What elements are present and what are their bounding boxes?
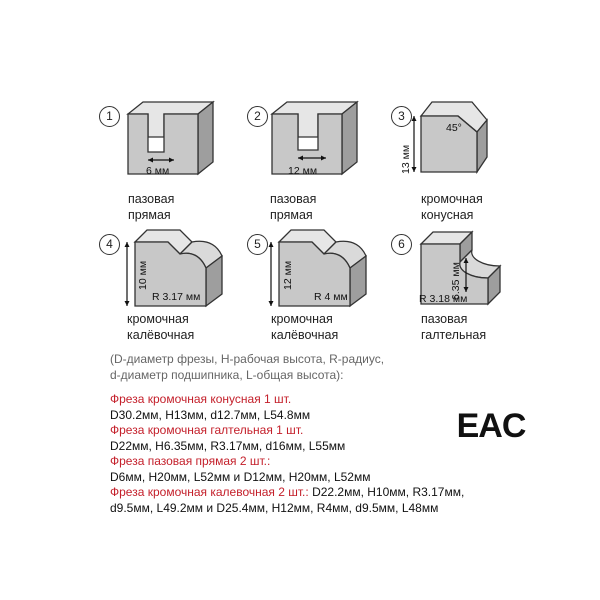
profile-caption-4 <box>127 311 194 343</box>
chamfer-profile-drawing <box>392 102 522 187</box>
slot-profile-2-drawing <box>248 102 378 187</box>
profile-number-2: 2 <box>247 106 268 127</box>
caption-line: галтельная <box>421 328 487 342</box>
note-line: (D-диаметр фрезы, H-рабочая высота, R-радиус, <box>110 352 385 366</box>
eac-certification-logo <box>456 407 526 446</box>
spec-title-slot: Фреза пазовая прямая 2 шт.: <box>110 454 271 468</box>
spec-title-cove: Фреза кромочная галтельная 1 шт. <box>110 423 304 437</box>
spec-title-chamfer: Фреза кромочная конусная 1 шт. <box>110 392 292 406</box>
spec-values-cove: D22мм, H6.35мм, R3.17мм, d16мм, L55мм <box>110 438 346 453</box>
slot-width-label-1: 6 мм <box>146 165 170 177</box>
spec-values-ogee: d9.5мм, L49.2мм и D25.4мм, H12мм, R4мм, d9.5мм, L48мм <box>110 500 439 515</box>
abbreviation-note <box>110 352 530 383</box>
profile-3 <box>392 102 562 232</box>
ogee-radius-label-5: R 4 мм <box>314 291 348 303</box>
profile-number-1: 1 <box>99 106 120 127</box>
profile-number-5: 5 <box>247 234 268 255</box>
spec-values-ogee-head: D22.2мм, H10мм, R3.17мм, <box>308 485 465 499</box>
caption-line: прямая <box>128 208 171 222</box>
caption-line: пазовая <box>128 192 175 206</box>
profile-number-3: 3 <box>391 106 412 127</box>
caption-line: прямая <box>270 208 313 222</box>
caption-line: калёвочная <box>271 328 339 342</box>
caption-line: конусная <box>421 208 474 222</box>
chamfer-height-label: 13 мм <box>400 144 412 174</box>
ogee-profile-5-drawing <box>248 230 378 315</box>
angle-label: 45° <box>446 122 462 134</box>
caption-line: пазовая <box>270 192 317 206</box>
ogee-height-label-4: 10 мм <box>137 260 149 290</box>
spec-values-slot: D6мм, H20мм, L52мм и D12мм, H20мм, L52мм <box>110 469 371 484</box>
profile-4 <box>100 230 270 360</box>
cove-profile-drawing <box>392 230 522 315</box>
profile-caption-1 <box>128 191 174 223</box>
profile-caption-5 <box>271 311 338 343</box>
ogee-radius-label-4: R 3.17 мм <box>152 291 201 303</box>
ogee-profile-4-drawing <box>100 230 230 315</box>
eac-logo-graphic <box>456 407 526 445</box>
slot-profile-1-drawing <box>100 102 230 187</box>
profile-caption-6 <box>421 311 486 343</box>
caption-line: калёвочная <box>127 328 195 342</box>
cove-radius-label: R 3.18 мм <box>419 293 468 305</box>
caption-line: кромочная <box>271 312 333 326</box>
profile-caption-3 <box>421 191 483 223</box>
spec-title-ogee: Фреза кромочная калевочная 2 шт.: <box>110 485 309 499</box>
profile-caption-2 <box>270 191 316 223</box>
ogee-height-label-5: 12 мм <box>282 260 294 290</box>
profile-1 <box>100 102 270 232</box>
spec-title-ogee-line <box>110 485 530 501</box>
caption-line: пазовая <box>421 312 468 326</box>
profile-number-4: 4 <box>99 234 120 255</box>
profile-number-6: 6 <box>391 234 412 255</box>
caption-line: кромочная <box>127 312 189 326</box>
caption-line: кромочная <box>421 192 483 206</box>
note-line: d-диаметр подшипника, L-общая высота): <box>110 367 344 382</box>
spec-values-chamfer: D30.2мм, H13мм, d12.7мм, L54.8мм <box>110 407 311 422</box>
profile-6 <box>392 230 562 360</box>
slot-width-label-2: 12 мм <box>288 165 318 177</box>
cove-height-label: 6.35 мм <box>450 262 462 300</box>
eac-logo-text: EAC <box>456 407 526 445</box>
